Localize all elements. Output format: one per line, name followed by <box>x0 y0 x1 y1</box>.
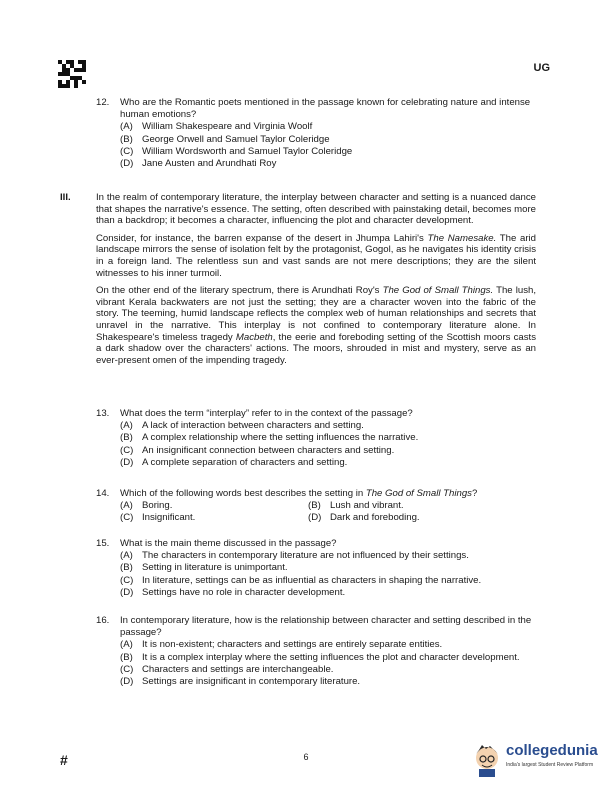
option-a: (A) William Shakespeare and Virginia Woolf <box>120 121 313 133</box>
option-b: (B) A complex relationship where the setting influences the narrative. <box>120 432 419 444</box>
option-d: (D) A complete separation of characters and setting. <box>120 456 348 468</box>
passage-paragraph-2: Consider, for instance, the barren expanse of the desert in Jhumpa Lahiri's The Namesake. The arid landscape mirrors the sense of isolation felt by the protagonist, Gogol, as he navigates his identity crisis in a foreign land. The relentless sun and vast sands are not mere descriptions; they are the silent witnesses to his inner turmoil. <box>96 232 536 279</box>
option-a: (A) It is non-existent; characters and settings are entirely separate entities. <box>120 639 443 651</box>
logo-text: collegedunia <box>506 742 598 759</box>
question-12 <box>96 97 536 170</box>
qr-code-icon <box>58 60 86 88</box>
option-b: (B) Lush and vibrant. <box>308 500 404 512</box>
option-c: (C) Insignificant. <box>120 512 196 524</box>
question-number: 16. <box>96 615 110 626</box>
option-a: (A) A lack of interaction between characters and setting. <box>120 420 364 432</box>
question-16 <box>96 615 536 688</box>
section-number: III. <box>60 192 71 203</box>
question-stem: Which of the following words best describes the setting in The God of Small Things? <box>120 488 478 499</box>
option-a: (A) Boring. <box>120 500 173 512</box>
option-d: (D) Dark and foreboding. <box>308 512 420 524</box>
question-13 <box>96 408 536 469</box>
option-b: (B) Setting in literature is unimportant. <box>120 562 288 574</box>
option-d: (D) Jane Austen and Arundhati Roy <box>120 158 277 170</box>
passage-paragraph-1: In the realm of contemporary literature, the interplay between character and setting is a nuanced dance that shapes the narrative's essence. The setting, often described with painstaking detail, becomes more than a backdrop; it becomes a character, influencing the plot and character development. <box>96 192 536 227</box>
option-b: (B) It is a complex interplay where the setting influences the plot and character development. <box>120 651 520 663</box>
passage-paragraph-3: On the other end of the literary spectrum, there is Arundhati Roy's The God of Small Things. The lush, vibrant Kerala backwaters are not just the setting; they are a character woven into the fabric of the story. The teeming, humid landscape reflects the complex web of human relationships and secrets that unravel in the narrative. This interplay is not confined to contemporary literature alone. In Shakespeare's timeless tragedy Macbeth, the eerie and foreboding setting of the Scottish moors casts a dark shadow over the characters' actions. The moors, shrouded in mist and mystery, serve as an ever-present omen of the impending tragedy. <box>96 285 536 366</box>
question-stem: What is the main theme discussed in the passage? <box>120 538 337 549</box>
question-number: 14. <box>96 488 110 499</box>
question-number: 15. <box>96 538 110 549</box>
level-label: UG <box>533 62 550 74</box>
logo-tagline: India's largest Student Review Platform <box>506 762 594 768</box>
option-c: (C) An insignificant connection between characters and setting. <box>120 444 395 456</box>
question-number: 12. <box>96 97 110 108</box>
question-14 <box>96 488 536 525</box>
option-d: (D) Settings have no role in character development. <box>120 586 346 598</box>
option-c: (C) William Wordsworth and Samuel Taylor Coleridge <box>120 145 353 157</box>
question-stem: In contemporary literature, how is the relationship between character and setting described in the passage? <box>120 615 532 639</box>
option-a: (A) The characters in contemporary literature are not influenced by their settings. <box>120 550 469 562</box>
collegedunia-logo <box>470 740 610 780</box>
question-number: 13. <box>96 408 110 419</box>
question-stem: Who are the Romantic poets mentioned in the passage known for celebrating nature and intense human emotions? <box>120 97 531 121</box>
question-15 <box>96 538 536 599</box>
option-c: (C) In literature, settings can be as influential as characters in shaping the narrative. <box>120 574 482 586</box>
reading-passage <box>96 192 536 372</box>
question-stem: What does the term “interplay” refer to in the context of the passage? <box>120 408 413 419</box>
option-b: (B) George Orwell and Samuel Taylor Coleridge <box>120 133 330 145</box>
footer-hash: # <box>60 752 68 768</box>
mascot-icon <box>470 740 504 778</box>
option-d: (D) Settings are insignificant in contemporary literature. <box>120 676 361 688</box>
option-c: (C) Characters and settings are interchangeable. <box>120 663 334 675</box>
page-number: 6 <box>303 752 309 762</box>
